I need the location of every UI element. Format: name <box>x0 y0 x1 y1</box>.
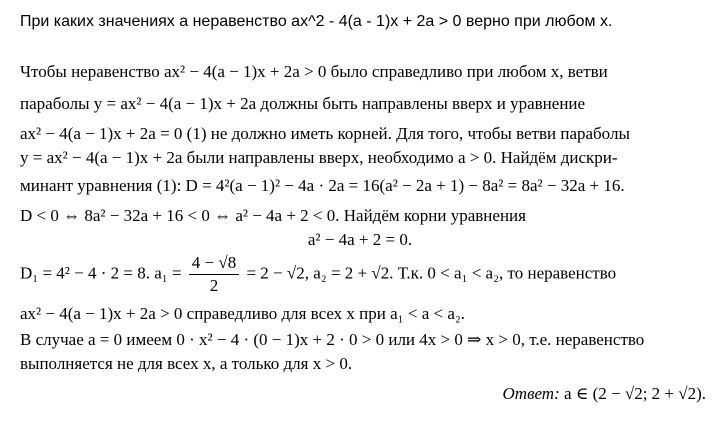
solution-line-5: минант уравнения (1): D = 4²(a − 1)² − 4a · 2a = 16(a² − 2a + 1) − 8a² = 8a² − 32a + 16. <box>20 176 625 195</box>
solution-line-1: Чтобы неравенство ax² − 4(a − 1)x + 2a > 0 было справедливо при любом x, ветви <box>20 62 608 81</box>
roots-line <box>20 252 616 308</box>
solution-line-3: ax² − 4(a − 1)x + 2a = 0 (1) не должно иметь корней. Для того, чтобы ветви параболы <box>20 124 630 143</box>
fraction-numerator: 4 − √8 <box>189 252 239 275</box>
solution-line-7: ax² − 4(a − 1)x + 2a > 0 справедливо для всех x при a₁ < a < a₂. <box>20 304 466 323</box>
centered-equation: a² − 4a + 2 = 0. <box>307 230 413 249</box>
roots-before: D₁ = 4² − 4 · 2 = 8. a₁ = <box>20 263 182 283</box>
question-line: При каких значениях a неравенство ax^2 - 4(a - 1)x + 2a > 0 верно при любом x. <box>20 13 613 30</box>
answer-value: a ∈ (2 − √2; 2 + √2). <box>563 384 706 403</box>
solution-line-8: В случае a = 0 имеем 0 · x² − 4 · (0 − 1)x + 2 · 0 > 0 или 4x > 0 ⇒ x > 0, т.е. неравенство <box>20 330 645 349</box>
roots-after: = 2 − √2, a₂ = 2 + √2. Т.к. 0 < a₁ < a₂, то неравенство <box>246 263 617 283</box>
answer-line <box>503 384 706 404</box>
answer-label: Ответ: <box>502 384 560 403</box>
fraction-denominator: 2 <box>209 276 219 295</box>
solution-line-2: параболы y = ax² − 4(a − 1)x + 2a должны быть направлены вверх и уравнение <box>20 94 586 113</box>
solution-line-4: y = ax² − 4(a − 1)x + 2a были направлены вверх, необходимо a > 0. Найдём дискри- <box>20 148 618 167</box>
solution-line-9: выполняется не для всех x, а только для x > 0. <box>20 354 353 373</box>
solution-line-6: D < 0 ⇔ 8a² − 32a + 16 < 0 ⇔ a² − 4a + 2 < 0. Найдём корни уравнения <box>20 206 526 225</box>
root-fraction <box>189 252 239 297</box>
